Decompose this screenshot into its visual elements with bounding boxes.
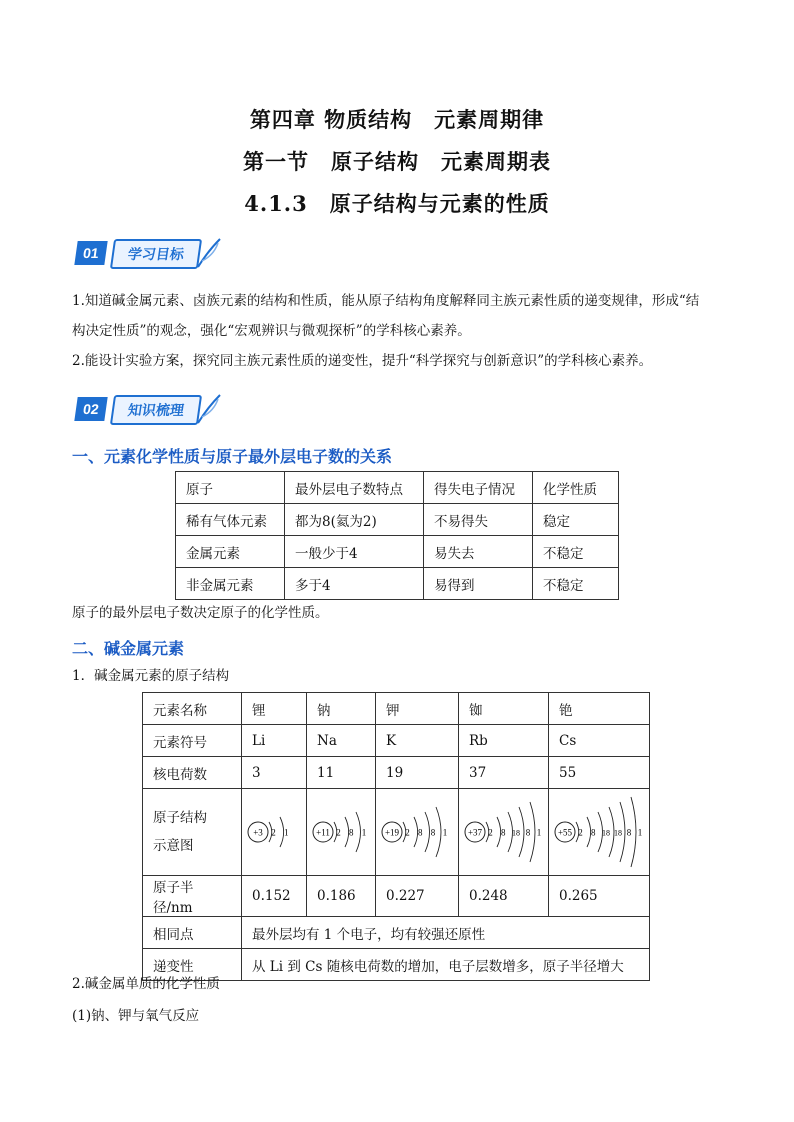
electron-shell-arc xyxy=(356,812,361,852)
table-cell: 19 xyxy=(376,757,459,789)
table-cell: 0.265 xyxy=(549,876,650,917)
section-1-conclusion: 原子的最外层电子数决定原子的化学性质。 xyxy=(72,605,329,621)
section-1-heading: 一、元素化学性质与原子最外层电子数的关系 xyxy=(72,447,393,466)
electron-shell-arc xyxy=(530,802,535,862)
section-2-sub-1: 1．碱金属元素的原子结构 xyxy=(72,668,230,684)
lesson-title: 4.1.3 原子结构与元素的性质 xyxy=(244,191,550,216)
diagram-label-line-1: 原子结构 xyxy=(153,810,207,826)
atom-diagram-li xyxy=(244,794,296,870)
table-cell: 一般少于4 xyxy=(285,536,424,568)
electron-shell-arc xyxy=(436,807,441,857)
table-cell: 核电荷数 xyxy=(143,757,242,789)
table-cell: 元素名称 xyxy=(143,693,242,725)
table-cell xyxy=(549,789,650,876)
table-row xyxy=(143,917,650,949)
table-cell xyxy=(376,789,459,876)
table-cell: 原子 xyxy=(176,472,285,504)
table-cell xyxy=(143,789,242,876)
table-cell: Cs xyxy=(549,725,650,757)
shell-electron-count: 2 xyxy=(578,827,583,838)
table-cell: 多于4 xyxy=(285,568,424,600)
shell-electron-count: 18 xyxy=(614,828,622,838)
table-cell: 递变性 xyxy=(143,949,242,981)
section-2-sub-2: 2.碱金属单质的化学性质 xyxy=(72,976,220,992)
atom-diagram-na xyxy=(309,794,372,870)
shell-electron-count: 2 xyxy=(488,827,493,838)
nucleus-charge: +37 xyxy=(467,827,483,838)
section-title: 第一节 原子结构 元素周期表 xyxy=(243,149,551,174)
objective-1-line-1: 1.知道碱金属元素、卤族元素的结构和性质，能从原子结构角度解释同主族元素性质的递变规律，形成“结 xyxy=(72,293,700,309)
table-cell: 从 Li 到 Cs 随核电荷数的增加，电子层数增多，原子半径增大 xyxy=(242,949,650,981)
shell-electron-count: 1 xyxy=(442,827,448,838)
table-cell: 0.186 xyxy=(307,876,376,917)
table-cell: Na xyxy=(307,725,376,757)
shell-electron-count: 2 xyxy=(405,827,410,838)
shell-electron-count: 8 xyxy=(349,827,354,838)
nucleus-charge: +3 xyxy=(253,827,263,838)
table-cell: 0.152 xyxy=(242,876,307,917)
table-cell: 原子半径/nm xyxy=(143,876,242,917)
nucleus-charge: +11 xyxy=(316,827,330,838)
table-row xyxy=(143,789,650,876)
table-cell: 55 xyxy=(549,757,650,789)
table-cell: 钠 xyxy=(307,693,376,725)
quill-icon xyxy=(194,237,224,269)
table-cell: 易失去 xyxy=(424,536,533,568)
quill-icon xyxy=(194,393,224,425)
table-cell: K xyxy=(376,725,459,757)
diagram-label-line-2: 示意图 xyxy=(153,838,194,854)
shell-electron-count: 8 xyxy=(501,827,506,838)
table-cell: 化学性质 xyxy=(533,472,619,504)
table-row xyxy=(143,693,650,725)
table-cell: 得失电子情况 xyxy=(424,472,533,504)
shell-electron-count: 8 xyxy=(525,827,531,838)
table-row xyxy=(143,725,650,757)
shell-electron-count: 8 xyxy=(591,827,596,838)
shell-electron-count: 1 xyxy=(361,827,367,838)
table-cell: Rb xyxy=(459,725,549,757)
badge-number: 01 xyxy=(74,241,107,265)
table-cell: 铯 xyxy=(549,693,650,725)
table-row xyxy=(143,757,650,789)
table-cell: 易得到 xyxy=(424,568,533,600)
atom-diagram-k xyxy=(378,794,452,870)
table-cell: 不稳定 xyxy=(533,568,619,600)
shell-electron-count: 1 xyxy=(284,827,289,838)
table-cell: 3 xyxy=(242,757,307,789)
section-2-sub-3: (1)钠、钾与氧气反应 xyxy=(72,1008,200,1024)
table-cell xyxy=(307,789,376,876)
table-cell: 钾 xyxy=(376,693,459,725)
table-cell: 元素符号 xyxy=(143,725,242,757)
objective-1-line-2: 构决定性质”的观念，强化“宏观辨识与微观探析”的学科核心素养。 xyxy=(72,323,471,339)
table-cell: 相同点 xyxy=(143,917,242,949)
nucleus-charge: +55 xyxy=(557,827,573,838)
table-cell: 铷 xyxy=(459,693,549,725)
objective-2: 2.能设计实验方案，探究同主族元素性质的递变性，提升“科学探究与创新意识”的学科核心素养。 xyxy=(72,353,653,369)
shell-electron-count: 2 xyxy=(271,827,276,838)
shell-electron-count: 8 xyxy=(626,827,632,838)
table-cell: 金属元素 xyxy=(176,536,285,568)
badge-label: 学习目标 xyxy=(110,239,202,269)
table-cell: 0.248 xyxy=(459,876,549,917)
badge-number: 02 xyxy=(74,397,107,421)
table-cell: 0.227 xyxy=(376,876,459,917)
table-cell: 都为8(氦为2) xyxy=(285,504,424,536)
table-cell: Li xyxy=(242,725,307,757)
table-cell: 稀有气体元素 xyxy=(176,504,285,536)
table-row xyxy=(143,876,650,917)
shell-electron-count: 18 xyxy=(512,828,520,838)
table-cell: 不易得失 xyxy=(424,504,533,536)
table-cell: 不稳定 xyxy=(533,536,619,568)
table-cell xyxy=(242,789,307,876)
chapter-title: 第四章 物质结构 元素周期律 xyxy=(249,107,545,132)
atom-diagram-rb xyxy=(461,794,546,870)
table-cell: 最外层电子数特点 xyxy=(285,472,424,504)
table-cell xyxy=(459,789,549,876)
shell-electron-count: 1 xyxy=(637,827,643,838)
table-cell: 最外层均有 1 个电子，均有较强还原性 xyxy=(242,917,650,949)
shell-electron-count: 8 xyxy=(430,827,436,838)
shell-electron-count: 18 xyxy=(602,828,610,838)
table-cell: 锂 xyxy=(242,693,307,725)
table-row xyxy=(176,536,619,568)
shell-electron-count: 8 xyxy=(418,827,423,838)
table-row xyxy=(176,568,619,600)
table-cell: 37 xyxy=(459,757,549,789)
alkali-metal-table xyxy=(142,692,650,981)
atom-diagram-cs xyxy=(551,794,647,870)
electron-shell-arc xyxy=(425,812,430,852)
table-cell: 非金属元素 xyxy=(176,568,285,600)
badge-label: 知识梳理 xyxy=(110,395,202,425)
shell-electron-count: 2 xyxy=(336,827,341,838)
shell-electron-count: 1 xyxy=(536,827,542,838)
electron-table xyxy=(175,471,619,600)
table-row xyxy=(176,472,619,504)
electron-shell-arc xyxy=(631,797,636,867)
table-cell: 稳定 xyxy=(533,504,619,536)
nucleus-charge: +19 xyxy=(384,827,400,838)
table-cell: 11 xyxy=(307,757,376,789)
table-row xyxy=(176,504,619,536)
section-2-heading: 二、碱金属元素 xyxy=(72,639,185,658)
